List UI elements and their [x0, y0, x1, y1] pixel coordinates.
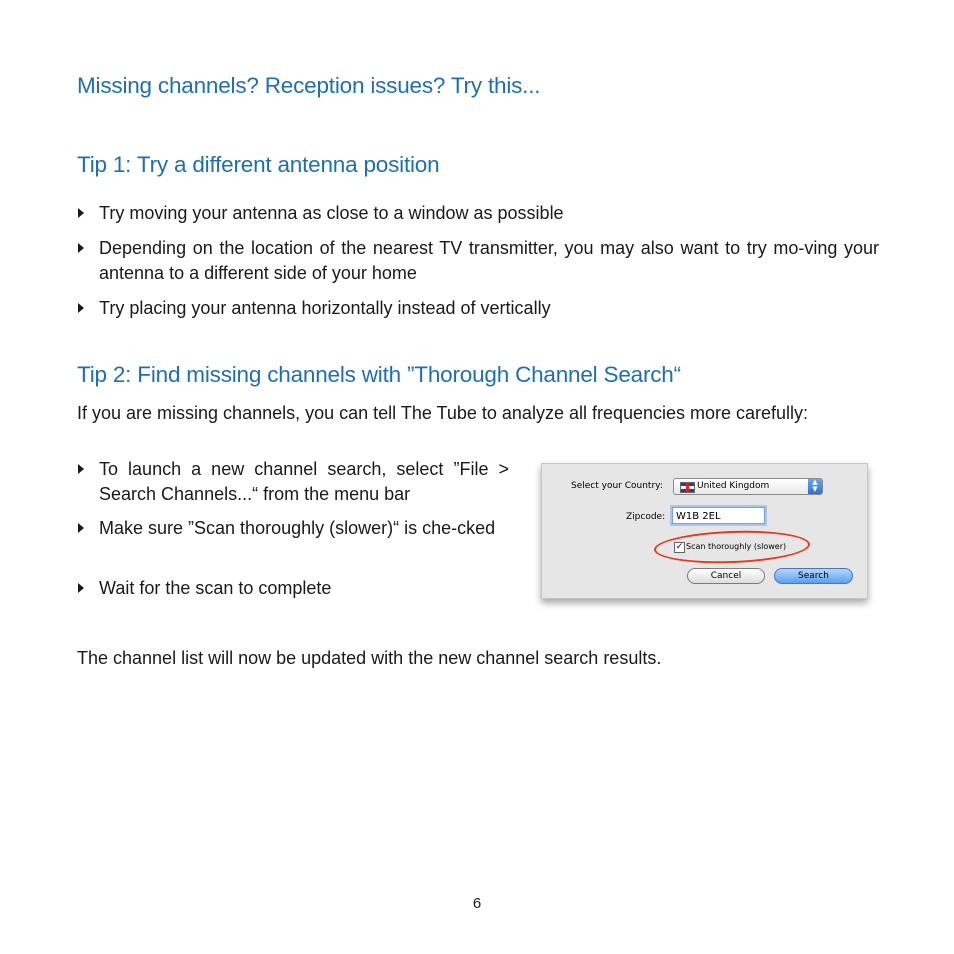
bullet-icon [78, 208, 84, 218]
bullet-icon [78, 583, 84, 593]
cancel-button[interactable]: Cancel [687, 568, 765, 584]
bullet-icon [78, 303, 84, 313]
tip1-bullet-2: Depending on the location of the nearest TV transmitter, you may also want to try mo-ving your antenna to a different side of your home [99, 238, 879, 283]
page-number: 6 [472, 895, 482, 912]
bullet-icon [78, 464, 84, 474]
highlight-circle [653, 528, 810, 565]
conclusion-text: The channel list will now be updated with the new channel search results. [77, 648, 662, 668]
uk-flag-icon [680, 482, 695, 493]
bullet-icon [78, 243, 84, 253]
country-value: United Kingdom [697, 481, 770, 491]
country-label: Select your Country: [571, 481, 663, 491]
tip1-bullet-1: Try moving your antenna as close to a window as possible [99, 203, 564, 223]
tip1-heading: Tip 1: Try a different antenna position [77, 152, 440, 177]
zipcode-field[interactable]: W1B 2EL [672, 507, 765, 524]
page-heading: Missing channels? Reception issues? Try this... [77, 73, 541, 98]
chevron-updown-icon: ▲ ▼ [808, 479, 822, 494]
tip2-heading: Tip 2: Find missing channels with ”Thorough Channel Search“ [77, 362, 681, 387]
tip2-intro: If you are missing channels, you can tell The Tube to analyze all frequencies more carefully: [77, 403, 809, 423]
scan-thoroughly-label: Scan thoroughly (slower) [686, 542, 787, 551]
search-button[interactable]: Search [774, 568, 853, 584]
tip2-bullet-1: To launch a new channel search, select ”File > Search Channels...“ from the menu bar [99, 459, 509, 504]
country-select[interactable] [673, 478, 823, 495]
scan-thoroughly-checkbox[interactable]: ✓ [675, 542, 684, 552]
channel-search-dialog-screenshot [541, 463, 868, 599]
zipcode-label: Zipcode: [626, 512, 666, 522]
bullet-icon [78, 523, 84, 533]
tip2-bullet-3: Wait for the scan to complete [99, 578, 332, 598]
tip2-bullet-2: Make sure ”Scan thoroughly (slower)“ is che-cked [99, 518, 496, 538]
tip1-bullet-3: Try placing your antenna horizontally instead of vertically [99, 298, 551, 318]
